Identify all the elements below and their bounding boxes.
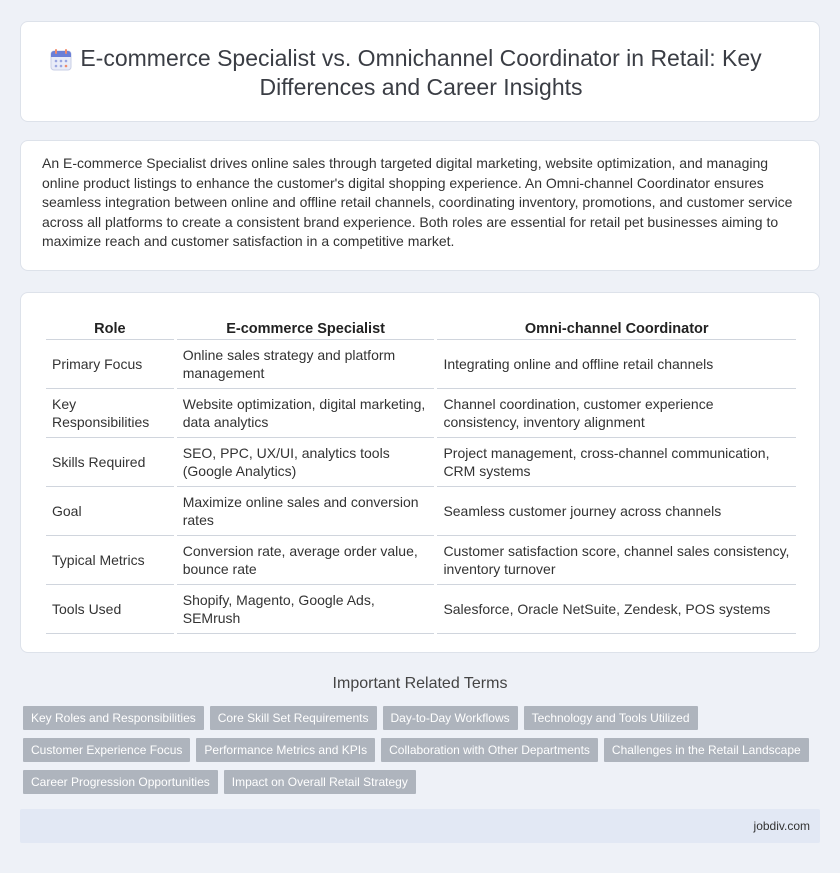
ecommerce-cell: Online sales strategy and platform management xyxy=(177,340,435,389)
omnichannel-cell: Salesforce, Oracle NetSuite, Zendesk, POS systems xyxy=(437,585,796,634)
site-link[interactable]: jobdiv.com xyxy=(753,819,810,833)
tag-link[interactable]: Challenges in the Retail Landscape xyxy=(604,738,809,762)
tag-link[interactable]: Core Skill Set Requirements xyxy=(210,706,377,730)
related-tags xyxy=(23,706,823,802)
tag-link[interactable]: Collaboration with Other Departments xyxy=(381,738,598,762)
omnichannel-cell: Integrating online and offline retail channels xyxy=(437,340,796,389)
row-label: Primary Focus xyxy=(46,340,174,389)
page-title: E-commerce Specialist vs. Omnichannel Coordinator in Retail: Key Differences and Career Insights xyxy=(80,44,762,100)
tag-row xyxy=(23,770,823,794)
tag-link[interactable]: Day-to-Day Workflows xyxy=(383,706,518,730)
related-terms-title: Important Related Terms xyxy=(332,675,508,692)
row-label: Tools Used xyxy=(46,585,174,634)
row-label: Typical Metrics xyxy=(46,536,174,585)
ecommerce-cell: Conversion rate, average order value, bounce rate xyxy=(177,536,435,585)
table-header-row xyxy=(46,314,796,340)
omnichannel-cell: Project management, cross-channel communication, CRM systems xyxy=(437,438,796,487)
table-row xyxy=(46,389,796,438)
tag-row xyxy=(23,738,823,762)
tag-link[interactable]: Key Roles and Responsibilities xyxy=(23,706,204,730)
header-role: Role xyxy=(46,314,174,340)
intro-text: An E-commerce Specialist drives online sales through targeted digital marketing, website optimization, and managing online product listings to enhance the customer's digital shopping experience. An Omni-channel Coordinator ensures seamless integration between online and offline retail channels, coordinating inventory, promotions, and customer service across all platforms to create a consistent brand experience. Both roles are essential for retail pet businesses aiming to maximize reach and customer satisfaction in a competitive market. xyxy=(42,155,793,250)
table-row xyxy=(46,536,796,585)
ecommerce-cell: Website optimization, digital marketing, data analytics xyxy=(177,389,435,438)
tag-link[interactable]: Career Progression Opportunities xyxy=(23,770,218,794)
table-row xyxy=(46,438,796,487)
table-row xyxy=(46,340,796,389)
omnichannel-cell: Seamless customer journey across channels xyxy=(437,487,796,536)
comparison-card xyxy=(20,292,820,653)
row-label: Goal xyxy=(46,487,174,536)
row-label: Skills Required xyxy=(46,438,174,487)
header-card xyxy=(20,21,820,122)
tag-row xyxy=(23,706,823,730)
tag-link[interactable]: Performance Metrics and KPIs xyxy=(196,738,375,762)
omnichannel-cell: Channel coordination, customer experience consistency, inventory alignment xyxy=(437,389,796,438)
tag-link[interactable]: Impact on Overall Retail Strategy xyxy=(224,770,416,794)
row-label: Key Responsibilities xyxy=(46,389,174,438)
ecommerce-cell: Maximize online sales and conversion rates xyxy=(177,487,435,536)
table-row xyxy=(46,487,796,536)
ecommerce-cell: Shopify, Magento, Google Ads, SEMrush xyxy=(177,585,435,634)
intro-card xyxy=(20,140,820,271)
header-omnichannel: Omni-channel Coordinator xyxy=(437,314,796,340)
ecommerce-cell: SEO, PPC, UX/UI, analytics tools (Google Analytics) xyxy=(177,438,435,487)
footer xyxy=(20,809,820,843)
tag-link[interactable]: Customer Experience Focus xyxy=(23,738,190,762)
tag-link[interactable]: Technology and Tools Utilized xyxy=(524,706,698,730)
header-ecommerce: E-commerce Specialist xyxy=(177,314,435,340)
table-row xyxy=(46,585,796,634)
comparison-table xyxy=(43,314,799,634)
omnichannel-cell: Customer satisfaction score, channel sales consistency, inventory turnover xyxy=(437,536,796,585)
